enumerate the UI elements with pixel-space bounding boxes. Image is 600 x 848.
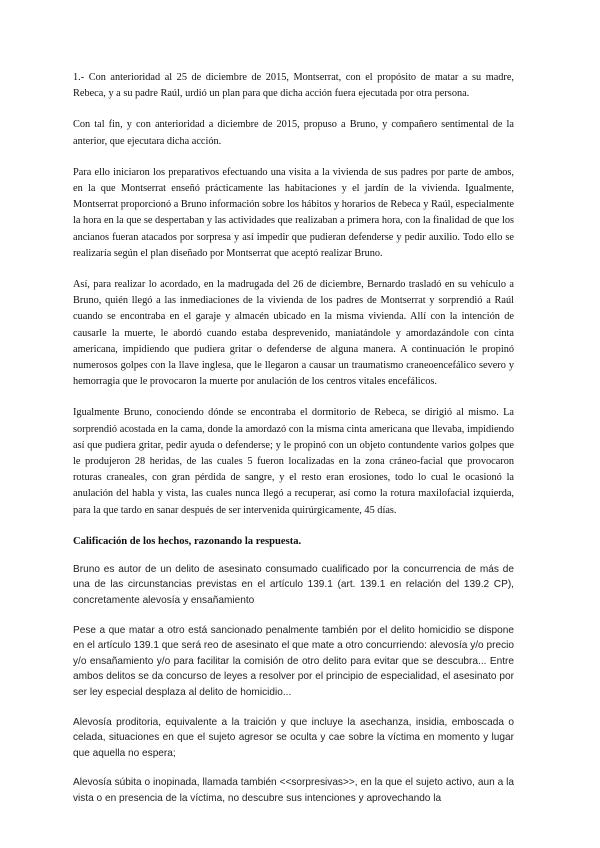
facts-paragraph-1: 1.- Con anterioridad al 25 de diciembre de 2015, Montserrat, con el propósito de matar a su madre, Rebeca, y a su padre Raúl, urdió un plan para que dicha acción fuera ejecutada por otra persona. [73, 72, 514, 100]
facts-paragraph-2: Con tal fin, y con anterioridad a diciembre de 2015, propuso a Bruno, y compañero sentimental de la anterior, que ejecutara dicha acción. [73, 119, 514, 147]
answer-paragraph-1: Bruno es autor de un delito de asesinato consumado cualificado por la concurrencia de más de una de las circunstancias previstas en el artículo 139.1 (art. 139.1 en relación del 139.2 CP), concretamente alevosía y ensañamiento [73, 563, 514, 607]
facts-paragraph-4: Así, para realizar lo acordado, en la madrugada del 26 de diciembre, Bernardo trasladó en su vehículo a Bruno, quién llegó a las inmediaciones de la vivienda de los padres de Montserrat y sorprendió a Raúl cuando se encontraba en el garaje y almacén ubicado en la misma vivienda. Allí con la intención de causarle la muerte, le abordó cuando estaba desprevenido, maniatándole y amordazándole con cinta americana, impidiendo que pudiera gritar o defenderse de alguna manera. A continuación le propinó numerosos golpes con la llave inglesa, que le llegaron a causar un traumatismo craneoencefálico severo y hemorragia que le provocaron la muerte por anulación de los centros vitales encefálicos. [73, 279, 514, 388]
section-heading: Calificación de los hechos, razonando la respuesta. [73, 535, 302, 547]
facts-paragraph-5: Igualmente Bruno, conociendo dónde se encontraba el dormitorio de Rebeca, se dirigió al mismo. La sorprendió acostada en la cama, donde la amordazó con la misma cinta americana que llevaba, impidiendo así que pudiera gritar, pedir ayuda o defenderse; y le propinó con un objeto contundente varios golpes que le produjeron 28 heridas, de las cuales 5 fueron localizadas en la zona cráneo-facial que provocaron roturas craneales, con gran pérdida de sangre, y el resto eran erosiones, todo lo cual le ocasionó la anulación del habla y vista, las cuales nunca llegó a recuperar, así como la rotura maxilofacial izquierda, para la que tardo en sanar después de ser intervenida quirúrgicamente, 45 días. [73, 407, 514, 516]
facts-paragraph-3: Para ello iniciaron los preparativos efectuando una visita a la vivienda de sus padres por parte de ambos, en la que Montserrat enseñó prácticamente las habitaciones y el jardín de la vivienda. Igualmente, Montserrat proporcionó a Bruno información sobre los hábitos y horarios de Rebeca y Raúl, especialmente la hora en la que se despertaban y las actividades que realizaban a primera hora, con la finalidad de que los ancianos fueran atacados por sorpresa y así impedir que pudieran defenderse y pedir auxilio. Todo ello se realizaría según el plan diseñado por Montserrat que aceptó realizar Bruno. [73, 166, 514, 259]
answer-paragraph-3: Alevosía proditoria, equivalente a la traición y que incluye la asechanza, insidia, emboscada o celada, situaciones en que el sujeto agresor se oculta y cae sobre la víctima en momento y lugar que aquella no espera; [73, 716, 514, 759]
answer-paragraph-4: Alevosía súbita o inopinada, llamada también <<sorpresivas>>, en la que el sujeto activo, aun a la vista o en presencia de la víctima, no descubre sus intenciones y aprovechando la [73, 777, 514, 804]
answer-paragraph-2: Pese a que matar a otro está sancionado penalmente también por el delito homicidio se dispone en el artículo 139.1 que será reo de asesinato el que mate a otro concurriendo: alevosía y/o precio y/o ensañamiento y/o para facilitar la comisión de otro delito para evitar que se descubra... Entre ambos delitos se da concurso de leyes a resolver por el principio de especialidad, el asesinato por ser ley especial desplaza al delito de homicidio... [73, 624, 514, 699]
